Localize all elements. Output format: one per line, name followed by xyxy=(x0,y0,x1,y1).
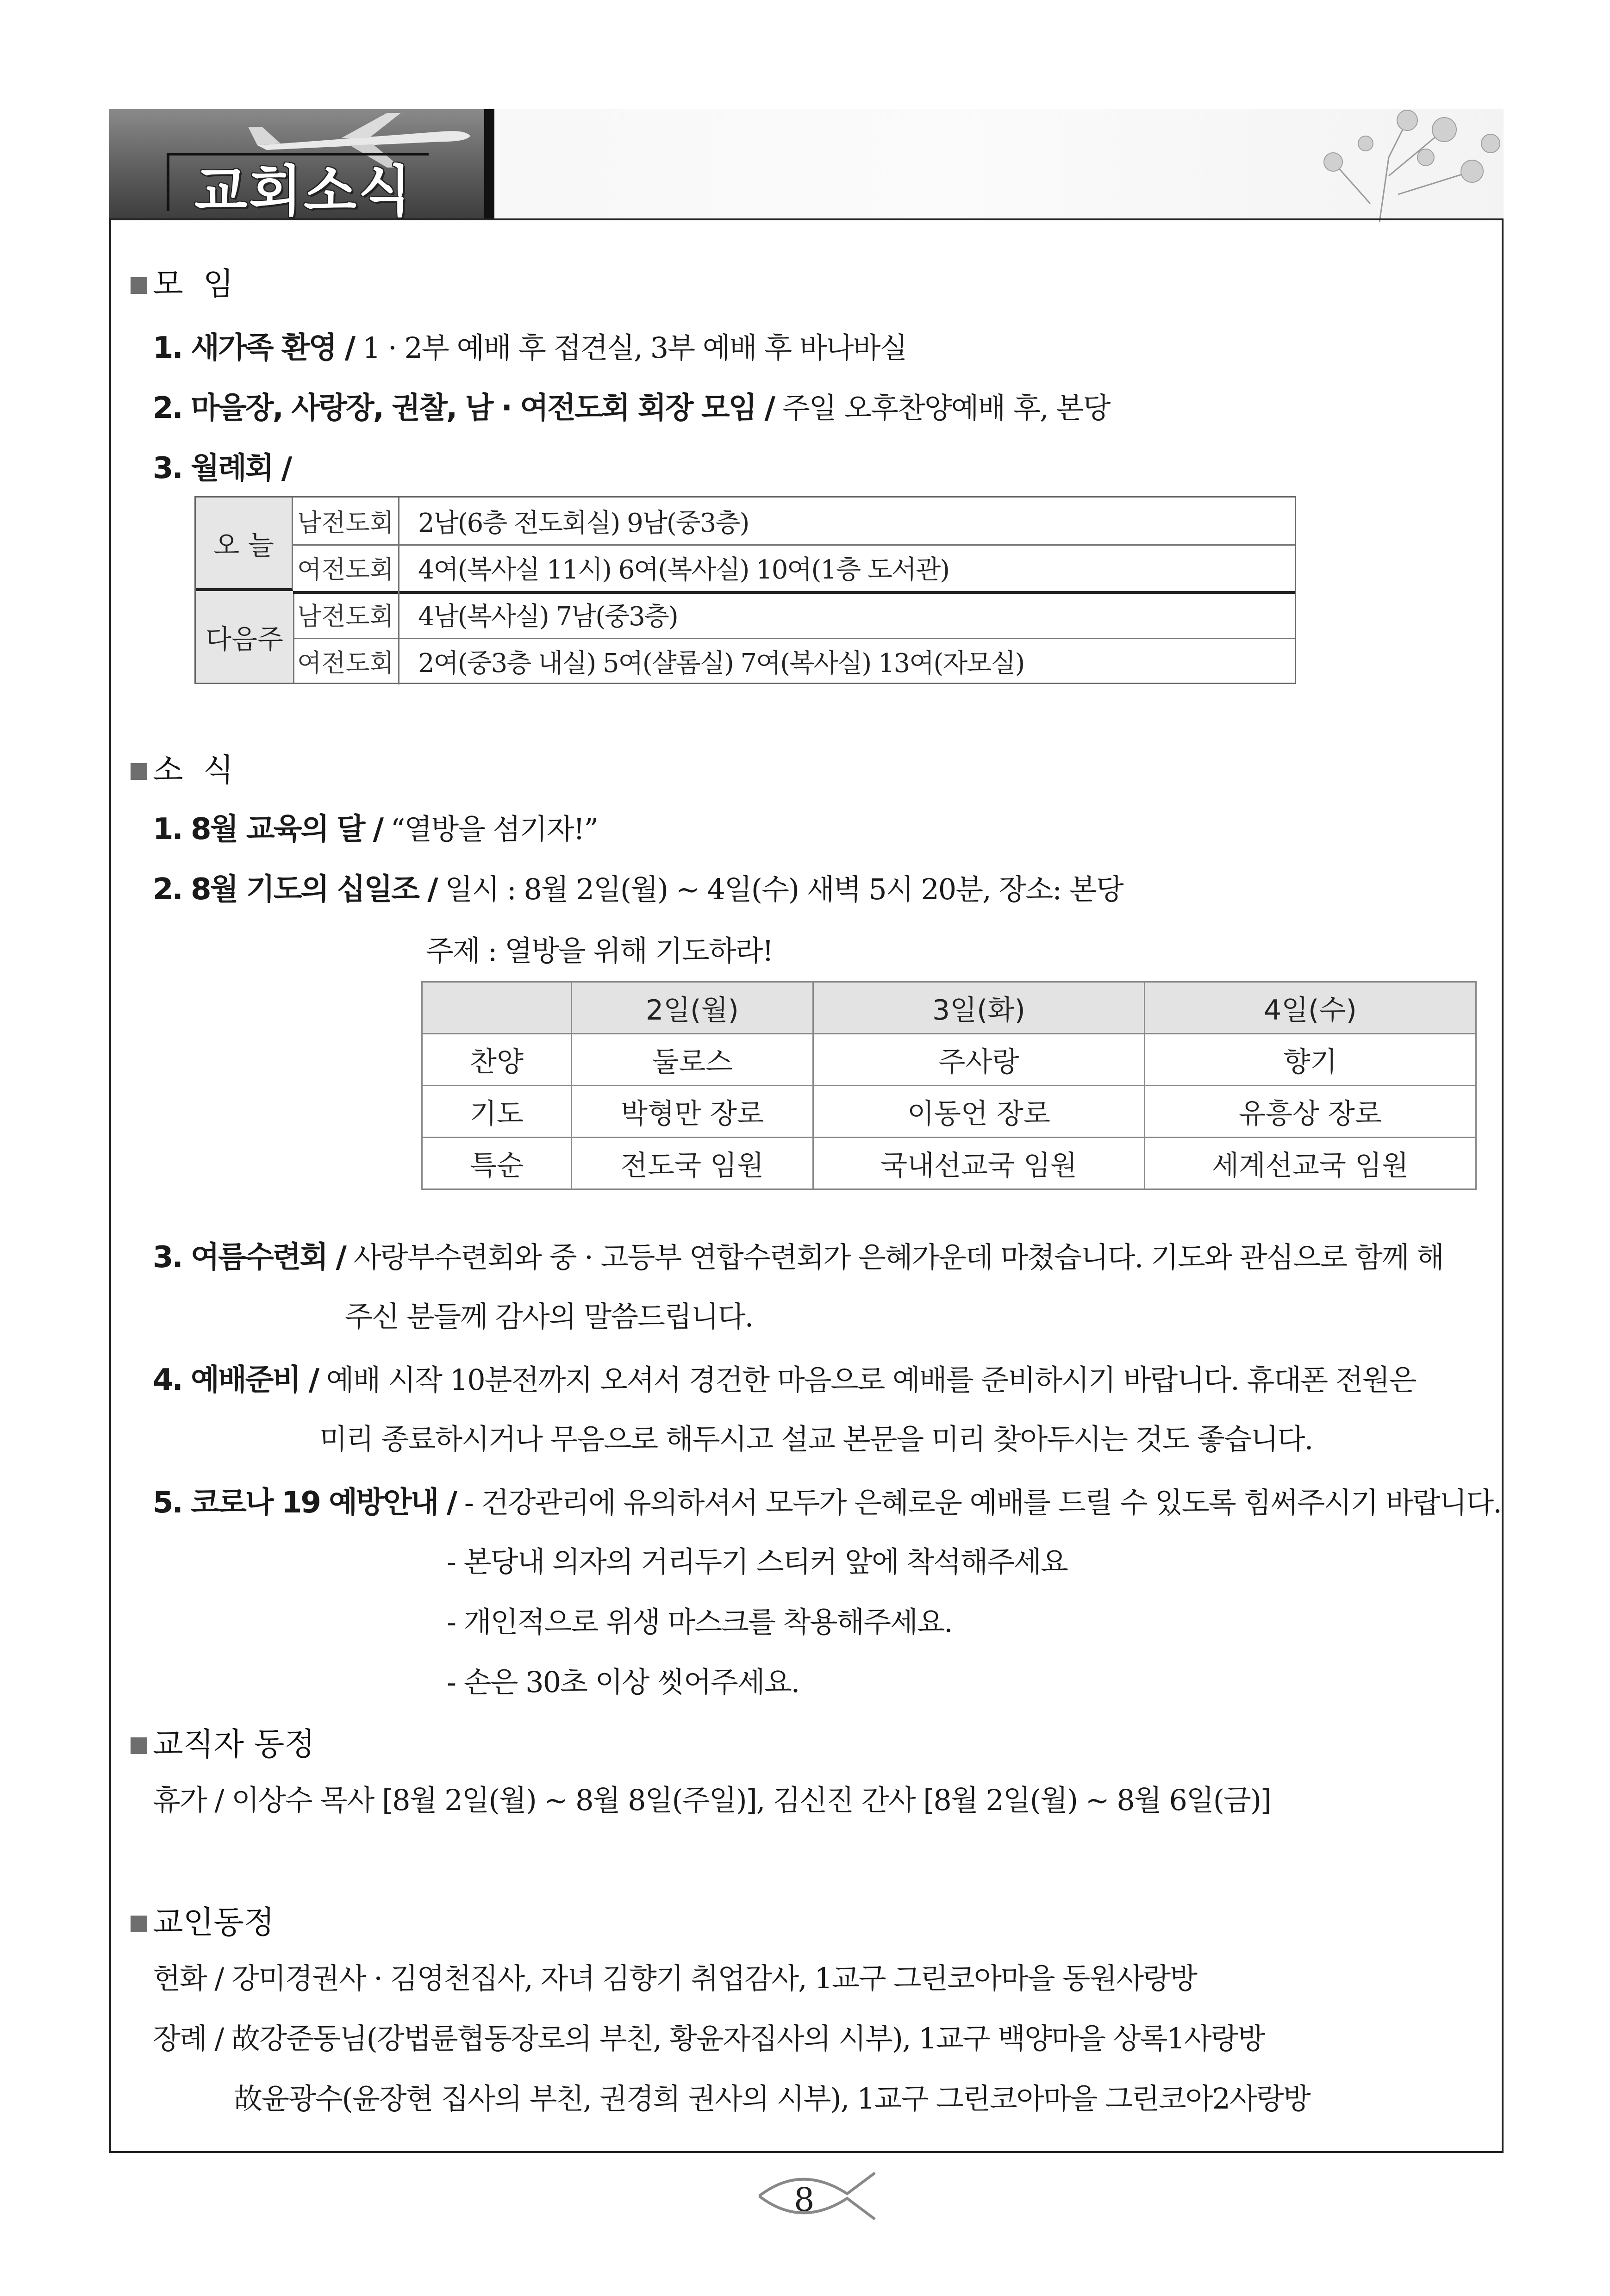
staff-vacation: 휴가 / 이상수 목사 [8월 2일(월) ~ 8월 8일(주일)], 김신진 간사 [8월 2일(월) ~ 8월 6일(금)] xyxy=(153,1783,1271,1817)
monthly-meeting-table xyxy=(194,496,1296,684)
table-row: 특순 전도국 임원 국내선교국 임원 세계선교국 임원 xyxy=(422,1138,1476,1189)
group-label-today: 오 늘 xyxy=(196,498,293,591)
page-title: 교회소식 xyxy=(194,159,413,223)
page-number: 8 xyxy=(794,2181,815,2219)
meeting-item-2: 2. 마을장, 사랑장, 권찰, 남 · 여전도회 회장 모임 / 주일 오후찬양예배 후, 본당 xyxy=(153,391,1110,425)
covid-guideline-2: - 개인적으로 위생 마스크를 착용해주세요. xyxy=(447,1605,952,1639)
news-item-4: 4. 예배준비 / 예배 시작 10분전까지 오셔서 경건한 마음으로 예배를 준비하시기 바랍니다. 휴대폰 전원은 xyxy=(153,1363,1416,1397)
news-item-2-theme: 주제 : 열방을 위해 기도하라! xyxy=(426,934,773,968)
news-item-5: 5. 코로나 19 예방안내 / - 건강관리에 유의하셔서 모두가 은혜로운 예배를 드릴 수 있도록 힘써주시기 바랍니다. xyxy=(153,1486,1501,1520)
flower-decoration-icon xyxy=(1250,102,1509,222)
table-row: 기도 박형만 장로 이동언 장로 유흥상 장로 xyxy=(422,1086,1476,1138)
table-header-row: 2일(월) 3일(화) 4일(수) xyxy=(422,982,1476,1034)
meeting-item-1: 1. 새가족 환영 / 1 · 2부 예배 후 접견실, 3부 예배 후 바나바실 xyxy=(153,331,907,365)
bullet-square-icon xyxy=(131,763,147,780)
news-item-3-continued: 주신 분들께 감사의 말씀드립니다. xyxy=(345,1300,753,1333)
group-label-next-week: 다음주 xyxy=(196,591,294,683)
bullet-square-icon xyxy=(131,1916,147,1932)
table-row: 남전도회 2남(6층 전도회실) 9남(중3층) xyxy=(293,498,1295,546)
member-news-3: 故윤광수(윤장현 집사의 부친, 권경희 권사의 시부), 1교구 그린코아마을 그린코아2사랑방 xyxy=(234,2082,1310,2116)
covid-guideline-1: - 본당내 의자의 거리두기 스티커 앞에 착석해주세요 xyxy=(447,1545,1067,1579)
bullet-square-icon xyxy=(131,277,147,294)
member-news-1: 헌화 / 강미경권사 · 김영천집사, 자녀 김향기 취업감사, 1교구 그린코아마을 동원사랑방 xyxy=(153,1961,1197,1995)
table-row: 남전도회 4남(복사실) 7남(중3층) xyxy=(293,591,1295,639)
news-item-3: 3. 여름수련회 / 사랑부수련회와 중 · 고등부 연합수련회가 은혜가운데 마쳤습니다. 기도와 관심으로 함께 해 xyxy=(153,1240,1444,1275)
fish-icon xyxy=(750,2166,880,2226)
prayer-schedule-table xyxy=(421,981,1477,1190)
news-item-4-continued: 미리 종료하시거나 무음으로 해두시고 설교 본문을 미리 찾아두시는 것도 좋습니다. xyxy=(319,1422,1313,1456)
header-divider xyxy=(484,109,494,218)
member-news-2: 장례 / 故강준동님(강법륜협동장로의 부친, 황윤자집사의 시부), 1교구 백양마을 상록1사랑방 xyxy=(153,2022,1265,2055)
section-heading-members: 교인동정 xyxy=(131,1898,275,1942)
section-heading-news: 소 식 xyxy=(131,745,234,790)
meeting-item-3: 3. 월례회 / xyxy=(153,451,291,485)
table-row: 찬양 둘로스 주사랑 향기 xyxy=(422,1034,1476,1086)
news-item-1: 1. 8월 교육의 달 / “열방을 섬기자!” xyxy=(153,812,598,846)
news-item-2: 2. 8월 기도의 십일조 / 일시 : 8월 2일(월) ~ 4일(수) 새벽 5시 20분, 장소: 본당 xyxy=(153,872,1123,907)
covid-guideline-3: - 손은 30초 이상 씻어주세요. xyxy=(447,1665,799,1699)
section-heading-meetings: 모 임 xyxy=(131,259,234,304)
bullet-square-icon xyxy=(131,1737,147,1754)
section-heading-staff: 교직자 동정 xyxy=(131,1719,315,1764)
table-row: 여전도회 2여(중3층 내실) 5여(샬롬실) 7여(복사실) 13여(자모실) xyxy=(293,638,1295,684)
table-row: 여전도회 4여(복사실 11시) 6여(복사실) 10여(1층 도서관) xyxy=(293,544,1295,594)
